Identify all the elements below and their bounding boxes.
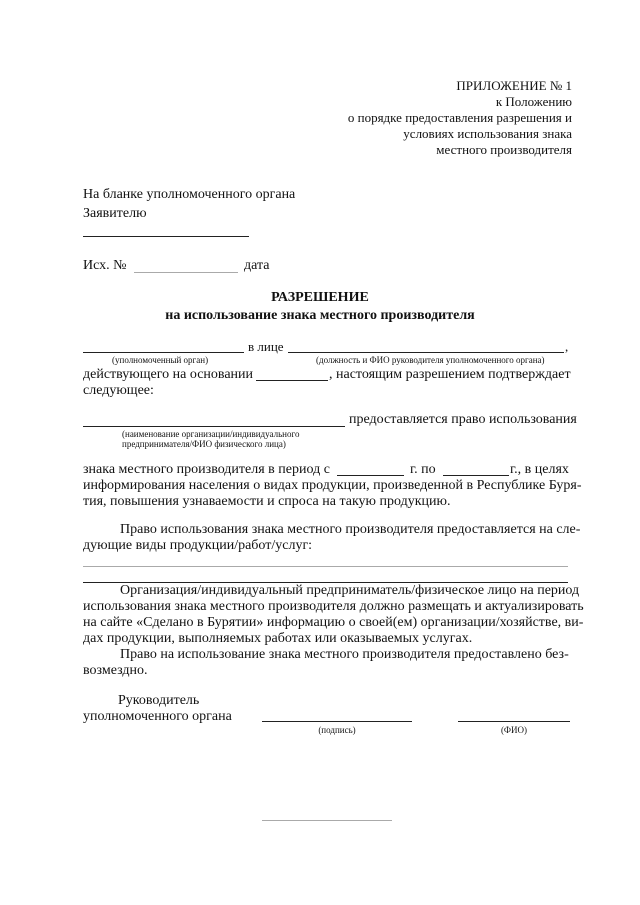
obligations-line-3: на сайте «Сделано в Бурятии» информацию о своей(ем) организации/хозяйстве, ви- xyxy=(83,615,584,630)
head-title-line-2: уполномоченного органа xyxy=(83,709,232,724)
period-text-c: г., в целях xyxy=(510,462,569,477)
period-line-2: информирования населения о видах продукции, произведенной в Республике Буря- xyxy=(83,478,582,493)
organization-line xyxy=(83,426,345,427)
appendix-line-4: условиях использования знака xyxy=(403,126,572,141)
date-label: дата xyxy=(244,258,270,273)
appendix-line-2: к Положению xyxy=(495,94,572,109)
full-name-caption: (ФИО) xyxy=(500,725,528,735)
period-text-a: знака местного производителя в период с xyxy=(83,462,330,477)
products-line-2: дующие виды продукции/работ/услуг: xyxy=(83,538,313,553)
ref-number-label: Исх. № xyxy=(83,258,127,273)
addressee-line xyxy=(83,236,249,237)
obligations-line-2: использования знака местного производителя должно размещать и актуализировать xyxy=(83,599,584,614)
appendix-line-5: местного производителя xyxy=(436,142,572,157)
granted-text: предоставляется право использования xyxy=(349,412,577,427)
appendix-line-3: о порядке предоставления разрешения и xyxy=(347,110,572,125)
in-person-label: в лице xyxy=(248,339,284,354)
footer-divider xyxy=(262,820,392,821)
full-name-line xyxy=(458,721,570,722)
caption-official: (должность и ФИО руководителя уполномоченного органа) xyxy=(316,355,545,365)
letterhead-text: На бланке уполномоченного органа xyxy=(83,187,296,202)
signature-line xyxy=(262,721,412,722)
obligations-line-4: дах продукции, выполняемых работах или оказываемых услугах. xyxy=(83,631,473,646)
official-line xyxy=(288,352,564,353)
caption-organization-1: (наименование организации/индивидуального xyxy=(122,429,300,439)
comma-mark: , xyxy=(565,339,569,354)
period-from-line xyxy=(337,475,404,476)
obligations-line-1: Организация/индивидуальный предприниматель/физическое лицо на период xyxy=(120,583,580,598)
free-line-2: возмездно. xyxy=(83,663,148,678)
acting-text-post: , настоящим разрешением подтверждает xyxy=(329,367,571,382)
authority-line xyxy=(83,352,244,353)
products-line-1: Право использования знака местного производителя предоставляется на сле- xyxy=(120,522,581,537)
document-subtitle: на использование знака местного производителя xyxy=(165,308,475,323)
addressee-text: Заявителю xyxy=(83,206,147,221)
basis-line xyxy=(256,380,328,381)
period-line-3: тия, повышения узнаваемости и спроса на такую продукцию. xyxy=(83,494,451,509)
ref-number-line xyxy=(134,272,238,273)
period-text-b: г. по xyxy=(410,462,436,477)
document-title: РАЗРЕШЕНИЕ xyxy=(271,290,369,305)
period-to-line xyxy=(443,475,509,476)
head-title-line-1: Руководитель xyxy=(118,693,200,708)
signature-caption: (подпись) xyxy=(318,725,356,735)
free-line-1: Право на использование знака местного производителя предоставлено без- xyxy=(120,647,569,662)
acting-text-pre: действующего на основании xyxy=(83,367,254,382)
caption-organization-2: предпринимателя/ФИО физического лица) xyxy=(122,439,286,449)
caption-authority: (уполномоченный орган) xyxy=(112,355,209,365)
following-text: следующее: xyxy=(83,383,154,398)
products-fill-line-1 xyxy=(83,566,568,567)
appendix-line-1: ПРИЛОЖЕНИЕ № 1 xyxy=(456,78,572,93)
